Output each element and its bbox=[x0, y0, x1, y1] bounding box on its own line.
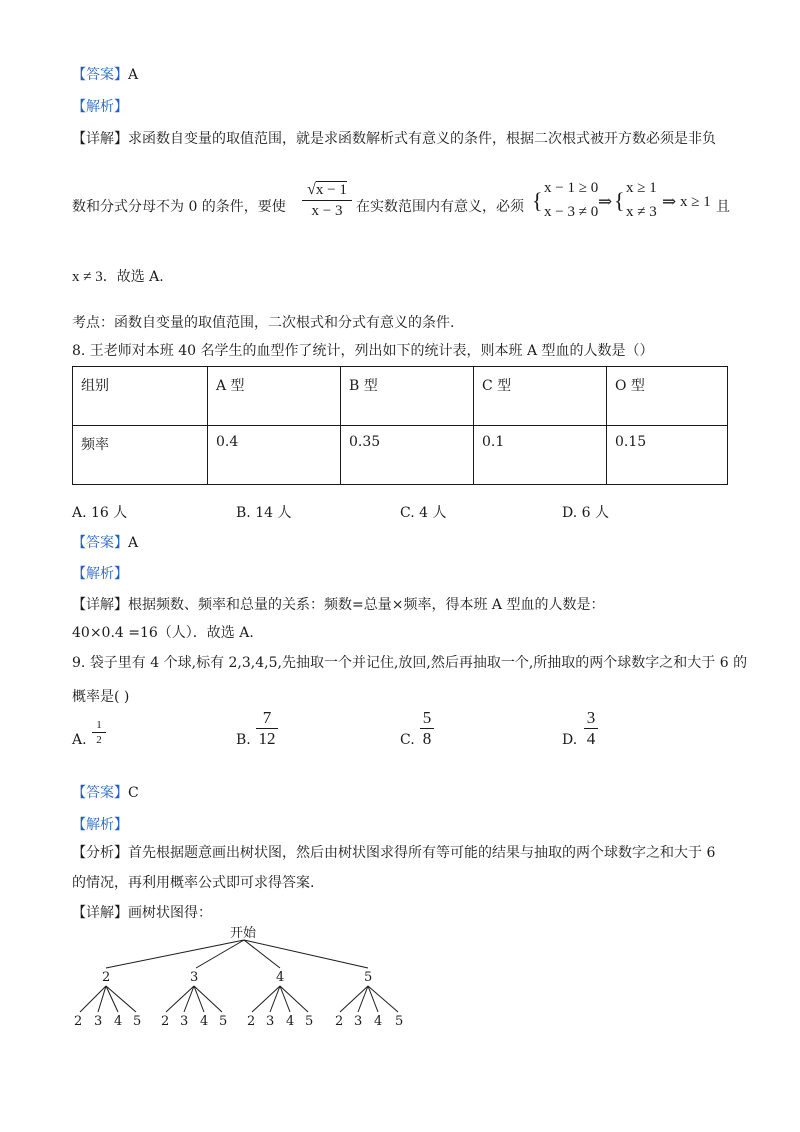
answer-value: A bbox=[128, 67, 139, 83]
tree-leaf: 2 bbox=[335, 1014, 344, 1029]
tree-leaf: 2 bbox=[74, 1014, 83, 1029]
kaodian-line: 考点：函数自变量的取值范围，二次根式和分式有意义的条件. bbox=[72, 315, 455, 331]
tree-node-l1: 4 bbox=[276, 970, 285, 985]
q9-option-d-label: D. bbox=[562, 732, 578, 748]
table-cell: C 型 bbox=[474, 367, 607, 426]
q8-option-d: D. 6 人 bbox=[562, 505, 609, 521]
table-cell: 0.4 bbox=[208, 426, 341, 485]
tree-leaf: 3 bbox=[266, 1014, 275, 1029]
q8-stem: 8. 王老师对本班 40 名学生的血型作了统计，列出如下的统计表，则本班 A 型血的人数是（） bbox=[72, 343, 654, 359]
q9-option-b-label: B. bbox=[236, 732, 251, 748]
detail-tag: 【详解】 bbox=[72, 131, 128, 147]
detail-tag: 【详解】 bbox=[72, 905, 128, 921]
brace-left-1: { bbox=[532, 188, 543, 213]
q8-option-a: A. 16 人 bbox=[72, 505, 128, 521]
tree-leaf: 2 bbox=[247, 1014, 256, 1029]
answer-tag: 【答案】 bbox=[72, 535, 128, 551]
q9-stem-line2: 概率是( ) bbox=[72, 689, 130, 705]
implies-arrow-1: ⇒ bbox=[598, 192, 613, 211]
and-text: 且 bbox=[716, 199, 730, 215]
tree-leaf: 3 bbox=[94, 1014, 103, 1029]
analysis-tag: 【解析】 bbox=[72, 99, 128, 115]
q9-fenxi-line2: 的情况，再利用概率公式即可求得答案. bbox=[72, 875, 315, 891]
tree-leaf: 4 bbox=[374, 1014, 383, 1029]
tree-leaf: 4 bbox=[286, 1014, 295, 1029]
q7-detail-line2a: 数和分式分母不为 0 的条件，要使 bbox=[72, 199, 286, 215]
system2-top: x ≥ 1 bbox=[626, 180, 657, 196]
tree-leaf: 4 bbox=[114, 1014, 123, 1029]
detail-text: 画树状图得： bbox=[128, 905, 212, 921]
q8-calc: 40×0.4 =16（人）．故选 A. bbox=[72, 625, 254, 641]
q9-option-a-fraction: 1 2 bbox=[92, 718, 106, 747]
frac-numerator: x − 1 bbox=[315, 182, 347, 198]
q8-option-b: B. 14 人 bbox=[236, 505, 292, 521]
tree-leaf: 5 bbox=[219, 1014, 228, 1029]
tree-leaf: 5 bbox=[133, 1014, 142, 1029]
implies-arrow-2: ⇒ bbox=[662, 192, 677, 211]
q9-option-a-label: A. bbox=[72, 732, 87, 748]
tree-node-l1: 2 bbox=[102, 970, 111, 985]
table-cell: 0.15 bbox=[607, 426, 728, 485]
q8-option-c: C. 4 人 bbox=[400, 505, 447, 521]
table-cell: B 型 bbox=[341, 367, 474, 426]
fenxi-tag: 【分析】 bbox=[72, 845, 128, 861]
q7-detail-line2b: 在实数范围内有意义，必须 bbox=[356, 199, 524, 215]
system1-top: x − 1 ≥ 0 bbox=[544, 180, 599, 196]
answer-tag: 【答案】 bbox=[72, 67, 128, 83]
tree-leaf: 5 bbox=[305, 1014, 314, 1029]
table-cell: 0.35 bbox=[341, 426, 474, 485]
q9-option-c-label: C. bbox=[400, 732, 415, 748]
sqrt-sign: √ bbox=[307, 181, 316, 198]
result-inequality: x ≥ 1 bbox=[680, 194, 711, 210]
tree-node-l1: 5 bbox=[364, 970, 373, 985]
detail-text: 根据频数、频率和总量的关系：频数=总量×频率，得本班 A 型血的人数是： bbox=[128, 597, 605, 613]
table-cell: 组别 bbox=[73, 367, 208, 426]
q9-stem-line1: 9. 袋子里有 4 个球,标有 2,3,4,5,先抽取一个并记住,放回,然后再抽取一个,所抽取的两个球数字之和大于 6 的 bbox=[72, 655, 748, 671]
answer-value: A bbox=[128, 535, 139, 551]
table-cell: 频率 bbox=[73, 426, 208, 485]
brace-left-2: { bbox=[614, 188, 625, 213]
q9-option-d-fraction: 3 4 bbox=[584, 708, 598, 749]
fenxi-text: 首先根据题意画出树状图，然后由树状图求得所有等可能的结果与抽取的两个球数字之和大于 6 bbox=[128, 845, 716, 861]
detail-text: 求函数自变量的取值范围，就是求函数解析式有意义的条件，根据二次根式被开方数必须是非负 bbox=[128, 131, 716, 147]
q9-option-c-fraction: 5 8 bbox=[420, 708, 434, 749]
tree-leaf: 3 bbox=[354, 1014, 363, 1029]
system2-bottom: x ≠ 3 bbox=[626, 204, 657, 220]
tree-leaf: 5 bbox=[395, 1014, 404, 1029]
line3-math: x ≠ 3 bbox=[72, 269, 103, 285]
tree-leaf: 4 bbox=[200, 1014, 209, 1029]
line3-text: ．故选 A. bbox=[102, 269, 164, 285]
table-cell: O 型 bbox=[607, 367, 728, 426]
tree-node-l1: 3 bbox=[190, 970, 199, 985]
q9-option-b-fraction: 7 12 bbox=[256, 708, 278, 749]
frac-denominator: x − 3 bbox=[311, 203, 343, 219]
analysis-tag: 【解析】 bbox=[72, 566, 128, 582]
answer-tag: 【答案】 bbox=[72, 785, 128, 801]
table-cell: 0.1 bbox=[474, 426, 607, 485]
analysis-tag: 【解析】 bbox=[72, 817, 128, 833]
answer-value: C bbox=[128, 785, 139, 801]
system1-bottom: x − 3 ≠ 0 bbox=[544, 204, 599, 220]
table-cell: A 型 bbox=[208, 367, 341, 426]
tree-leaf: 3 bbox=[180, 1014, 189, 1029]
tree-leaf: 2 bbox=[161, 1014, 170, 1029]
detail-tag: 【详解】 bbox=[72, 597, 128, 613]
tree-root: 开始 bbox=[230, 926, 257, 941]
